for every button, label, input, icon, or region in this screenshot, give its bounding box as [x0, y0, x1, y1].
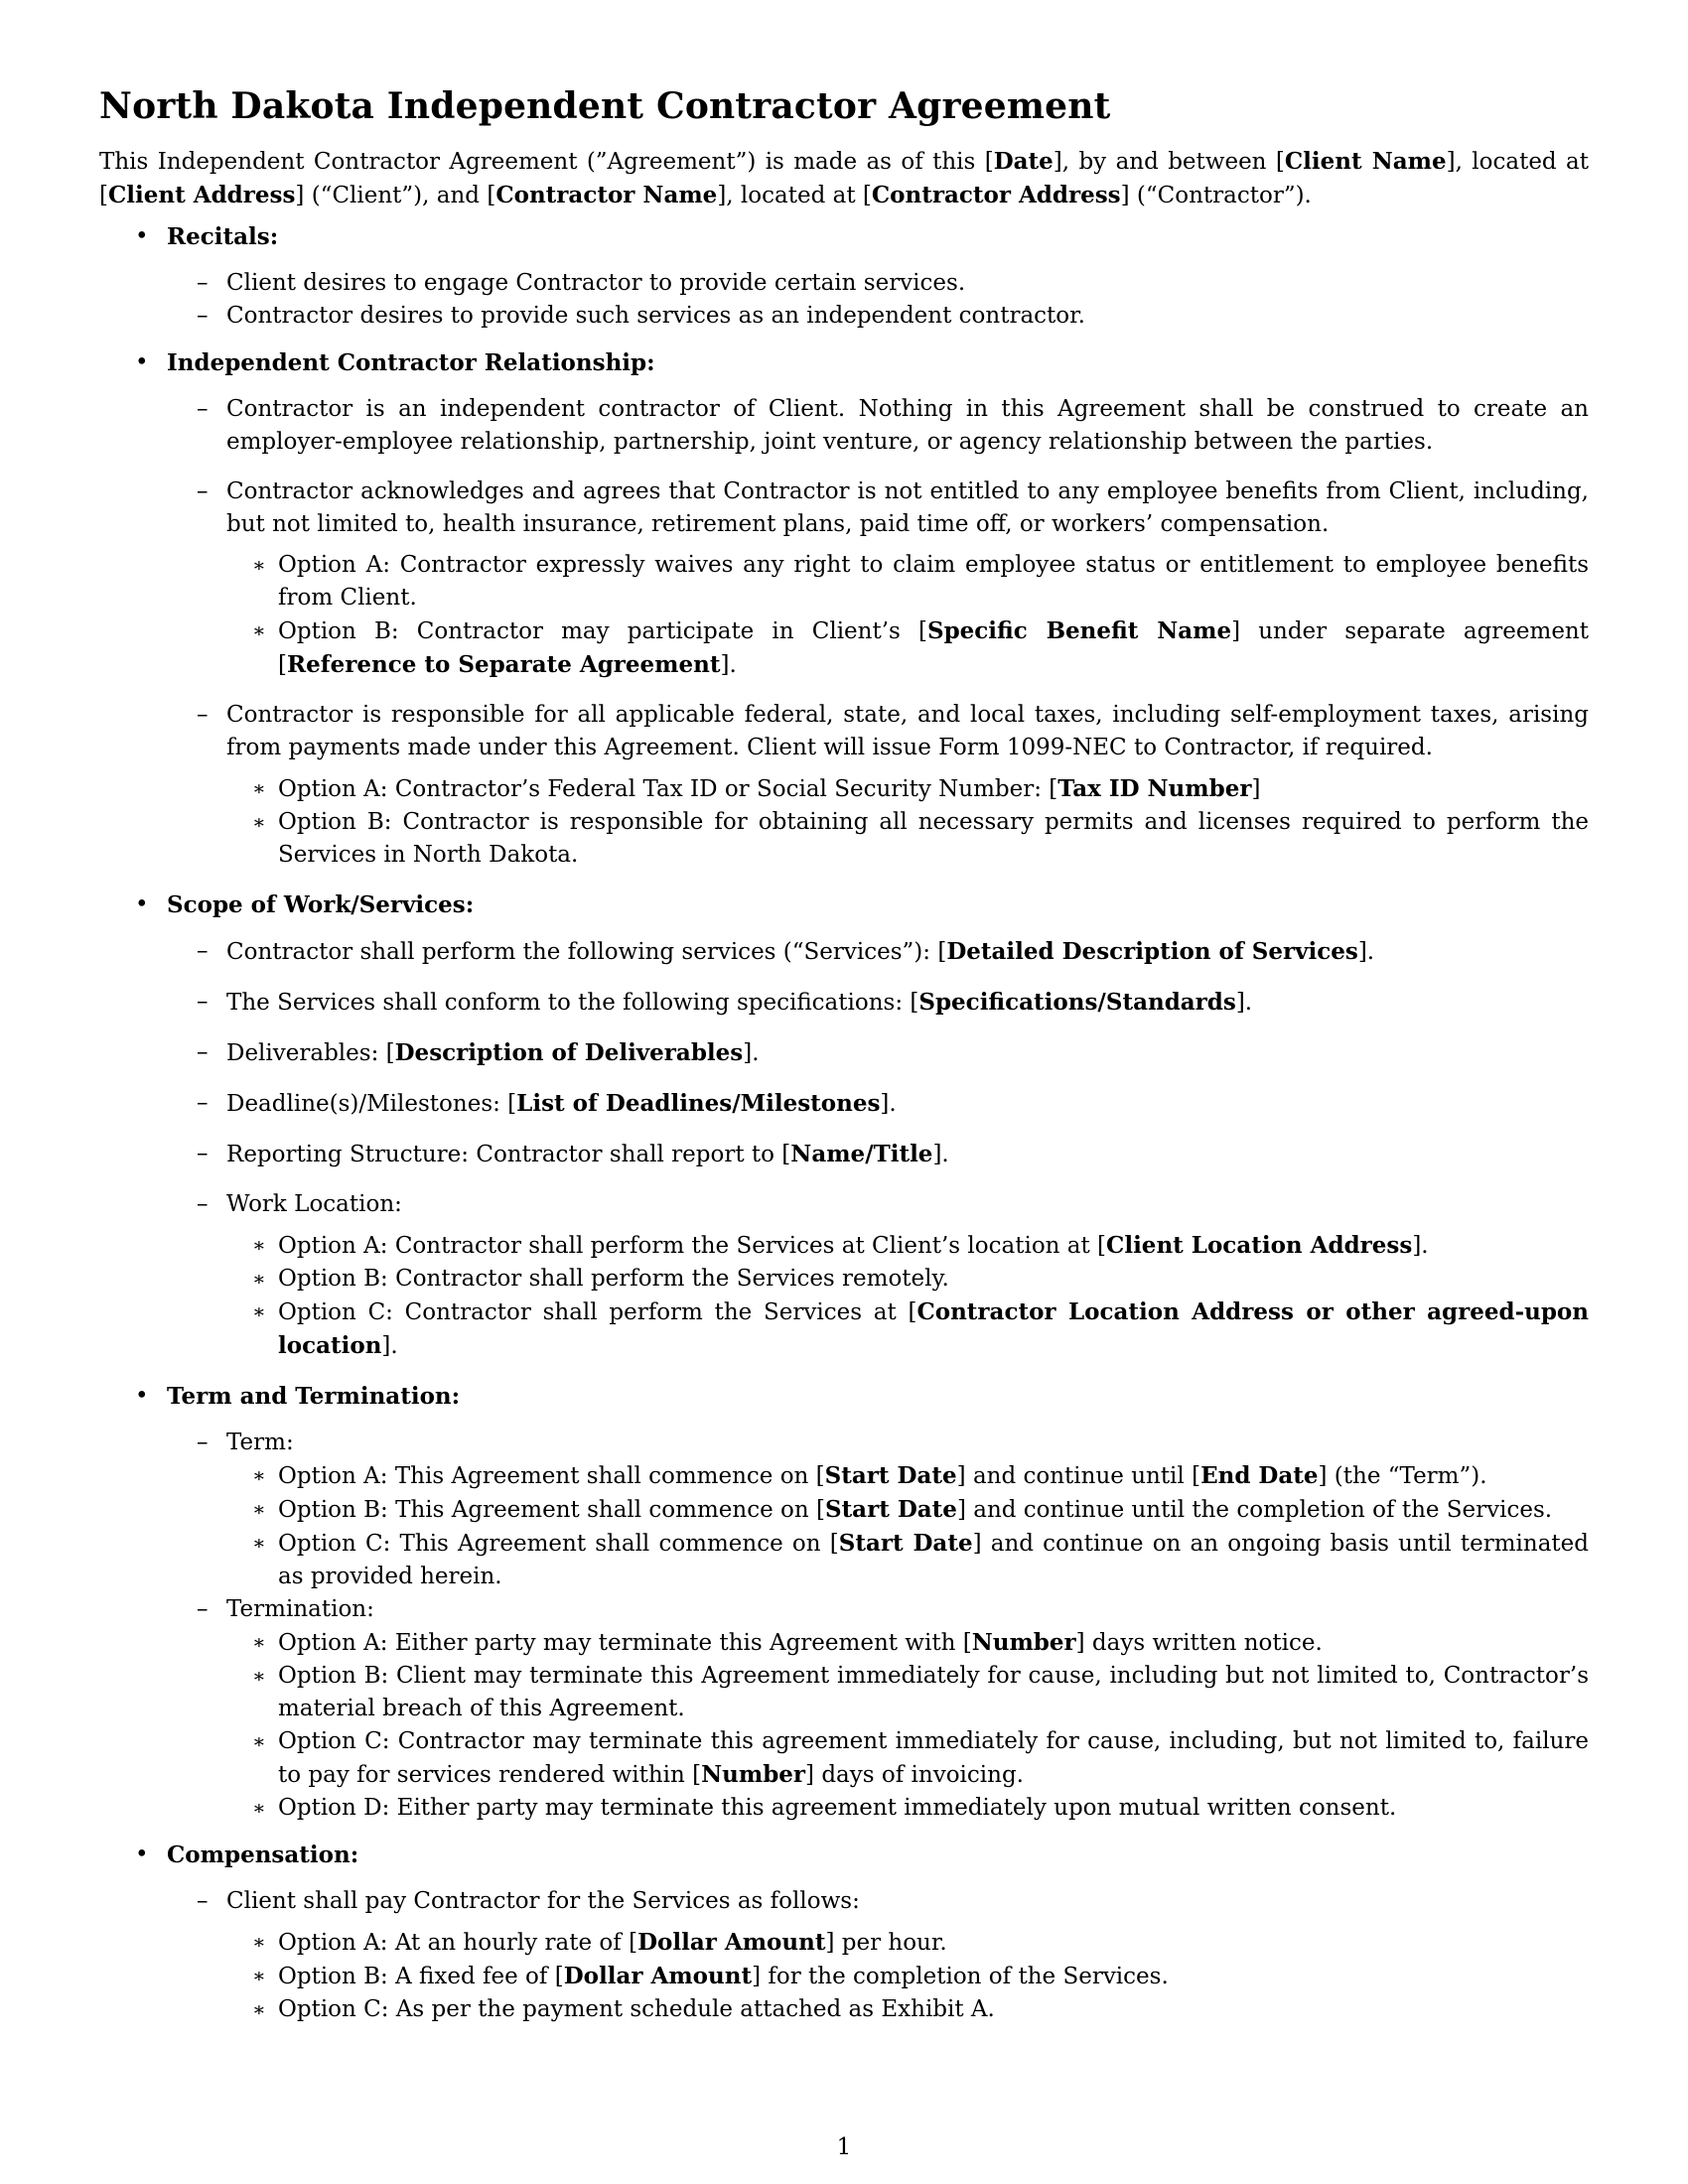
- intro-text: ] (“Client”), and [: [295, 183, 496, 208]
- option-item: [226, 1263, 1589, 1296]
- option-text: Option C: Contractor shall perform the Services at [: [278, 1299, 917, 1325]
- option-text: Option B: This Agreement shall commence on [: [278, 1497, 825, 1523]
- option-item: [226, 549, 1589, 614]
- option-text: Option C: As per the payment schedule attached as Exhibit A.: [278, 1996, 995, 2022]
- option-text: ].: [381, 1333, 398, 1359]
- option-list: [226, 1459, 1589, 1593]
- item-text: ].: [1357, 939, 1375, 965]
- scope-list: [167, 935, 1589, 1363]
- placeholder-number: Number: [971, 1629, 1076, 1656]
- placeholder-contractor-location: Contractor Location Address or other agreed-upon location: [278, 1298, 1589, 1359]
- option-text: ] (the “Term”).: [1318, 1463, 1487, 1489]
- list-item: [167, 300, 1589, 333]
- option-text: ] and continue until the completion of the Services.: [956, 1497, 1553, 1523]
- placeholder-number: Number: [701, 1761, 806, 1788]
- dash-marker: –: [197, 1191, 209, 1217]
- option-text: Option B: Client may terminate this Agreement immediately for cause, including but not limited to, Contractor’s material breach of this Agreement.: [278, 1663, 1589, 1721]
- section-relationship: [99, 346, 1589, 872]
- item-text: Term:: [226, 1430, 294, 1455]
- intro-text: This Independent Contractor Agreement (”Agreement”) is made as of this [: [99, 149, 994, 175]
- option-item: [226, 1459, 1589, 1493]
- list-item: [167, 267, 1589, 300]
- placeholder-end-date: End Date: [1200, 1462, 1319, 1489]
- section-title: Scope of Work/Services:: [167, 891, 475, 918]
- star-marker: ∗: [252, 1930, 266, 1954]
- dash-marker: –: [197, 1039, 209, 1065]
- placeholder-deliverables: Description of Deliverables: [394, 1039, 744, 1066]
- item-text: Contractor is responsible for all applicable federal, state, and local taxes, including self-employment taxes, arising from payments made under this Agreement. Client will issue Form 1099-NEC to Contractor, if required.: [226, 702, 1589, 760]
- section-title: Independent Contractor Relationship:: [167, 349, 655, 376]
- option-text: ] and continue on an ongoing basis until terminated as provided herein.: [278, 1531, 1589, 1589]
- dash-marker: –: [197, 478, 209, 504]
- star-marker: ∗: [252, 1267, 266, 1291]
- item-text: Client shall pay Contractor for the Services as follows:: [226, 1888, 860, 1914]
- bullet-marker: •: [135, 1842, 149, 1867]
- intro-text: ] (“Contractor”).: [1120, 183, 1312, 208]
- bullet-marker: •: [135, 891, 149, 917]
- dash-marker: –: [197, 1596, 209, 1622]
- recitals-list: [167, 267, 1589, 333]
- section-list: [99, 220, 1589, 2026]
- star-marker: ∗: [252, 618, 266, 642]
- item-text: Contractor is an independent contractor of Client. Nothing in this Agreement shall be construed to create an employer-employee relationship, partnership, joint venture, or agency relationship between the parties.: [226, 396, 1589, 455]
- compensation-list: [167, 1885, 1589, 2026]
- option-text: Option D: Either party may terminate this agreement immediately upon mutual written consent.: [278, 1795, 1397, 1821]
- document-title: North Dakota Independent Contractor Agreement: [99, 85, 1111, 127]
- placeholder-services: Detailed Description of Services: [946, 938, 1358, 965]
- dash-marker: –: [197, 396, 209, 422]
- section-title: Recitals:: [167, 223, 279, 250]
- dash-marker: –: [197, 989, 209, 1015]
- dash-marker: –: [197, 270, 209, 296]
- placeholder-dollar-amount: Dollar Amount: [563, 1963, 753, 1989]
- list-item: [167, 699, 1589, 872]
- item-text: Work Location:: [226, 1191, 402, 1217]
- option-item: [226, 772, 1589, 806]
- item-text: Deadline(s)/Milestones: [: [226, 1091, 517, 1117]
- placeholder-dollar-amount: Dollar Amount: [637, 1929, 826, 1956]
- list-item: [167, 1188, 1589, 1363]
- item-text: Reporting Structure: Contractor shall report to [: [226, 1142, 791, 1167]
- star-marker: ∗: [252, 776, 266, 800]
- option-item: [226, 1527, 1589, 1593]
- option-item: [226, 1229, 1589, 1263]
- option-text: Option B: A fixed fee of [: [278, 1964, 564, 1989]
- option-text: ].: [1412, 1233, 1429, 1259]
- star-marker: ∗: [252, 1964, 266, 1987]
- term-list: [167, 1427, 1589, 1825]
- star-marker: ∗: [252, 1796, 266, 1820]
- placeholder-start-date: Start Date: [824, 1496, 957, 1523]
- section-scope: [99, 888, 1589, 1363]
- option-text: Option A: Either party may terminate this Agreement with [: [278, 1630, 972, 1656]
- option-list: [226, 1229, 1589, 1363]
- option-text: ] for the completion of the Services.: [752, 1964, 1169, 1989]
- placeholder-specifications: Specifications/Standards: [918, 989, 1236, 1016]
- option-list: [226, 549, 1589, 682]
- dash-marker: –: [197, 1430, 209, 1455]
- star-marker: ∗: [252, 1997, 266, 2021]
- list-item: [167, 1593, 1589, 1825]
- list-item: [167, 1138, 1589, 1171]
- option-item: [226, 1993, 1589, 2026]
- placeholder-contractor-name: Contractor Name: [495, 182, 718, 208]
- item-text: Deliverables: [: [226, 1040, 395, 1066]
- option-item: [226, 1725, 1589, 1792]
- dash-marker: –: [197, 702, 209, 728]
- list-item: [167, 986, 1589, 1020]
- placeholder-client-address: Client Address: [107, 182, 296, 208]
- option-item: [226, 806, 1589, 872]
- document-page: [99, 85, 1589, 2040]
- option-text: ] per hour.: [825, 1930, 947, 1956]
- option-item: [226, 1660, 1589, 1725]
- placeholder-start-date: Start Date: [838, 1530, 973, 1557]
- option-item: [226, 1792, 1589, 1825]
- star-marker: ∗: [252, 1531, 266, 1555]
- option-text: Option B: Contractor shall perform the Services remotely.: [278, 1266, 949, 1292]
- star-marker: ∗: [252, 1630, 266, 1654]
- option-text: ].: [720, 652, 737, 678]
- option-text: Option B: Contractor is responsible for obtaining all necessary permits and licenses required to perform the Services in North Dakota.: [278, 809, 1589, 868]
- section-recitals: [99, 220, 1589, 333]
- option-text: Option A: Contractor’s Federal Tax ID or Social Security Number: [: [278, 776, 1058, 802]
- option-list: [226, 1926, 1589, 2026]
- option-list: [226, 1626, 1589, 1825]
- placeholder-contractor-address: Contractor Address: [871, 182, 1121, 208]
- relationship-list: [167, 393, 1589, 872]
- star-marker: ∗: [252, 1463, 266, 1487]
- item-text: Client desires to engage Contractor to provide certain services.: [226, 270, 966, 296]
- option-text: ] days of invoicing.: [805, 1762, 1024, 1788]
- list-item: [167, 935, 1589, 969]
- option-text: Option A: At an hourly rate of [: [278, 1930, 638, 1956]
- placeholder-client-location: Client Location Address: [1106, 1232, 1413, 1259]
- intro-text: ], located at [: [99, 149, 1589, 208]
- option-text: ] under separate agreement [: [278, 618, 1589, 678]
- option-item: [226, 1626, 1589, 1660]
- item-text: Contractor acknowledges and agrees that Contractor is not entitled to any employee benefits from Client, including, but not limited to, health insurance, retirement plans, paid time off, or workers’ compensation.: [226, 478, 1589, 537]
- placeholder-date: Date: [993, 148, 1054, 175]
- list-item: [167, 1036, 1589, 1070]
- item-text: Termination:: [226, 1596, 374, 1622]
- list-item: [167, 1885, 1589, 2026]
- dash-marker: –: [197, 1141, 209, 1166]
- section-title: Term and Termination:: [167, 1383, 461, 1410]
- option-item: [226, 1493, 1589, 1527]
- item-text: ].: [743, 1040, 760, 1066]
- dash-marker: –: [197, 1888, 209, 1914]
- bullet-marker: •: [135, 223, 149, 249]
- star-marker: ∗: [252, 1299, 266, 1323]
- item-text: ].: [932, 1142, 949, 1167]
- section-term: [99, 1380, 1589, 1825]
- option-text: Option A: Contractor expressly waives any right to claim employee status or entitlement to employee benefits from Client.: [278, 552, 1589, 611]
- option-text: Option C: Contractor may terminate this agreement immediately for cause, including, but not limited to, failure to pay for services rendered within [: [278, 1728, 1589, 1788]
- placeholder-start-date: Start Date: [824, 1462, 957, 1489]
- dash-marker: –: [197, 1090, 209, 1116]
- intro-text: ], by and between [: [1053, 149, 1285, 175]
- option-list: [226, 772, 1589, 872]
- placeholder-separate-agreement: Reference to Separate Agreement: [286, 651, 721, 678]
- dash-marker: –: [197, 938, 209, 964]
- bullet-marker: •: [135, 349, 149, 375]
- section-compensation: [99, 1839, 1589, 2026]
- option-text: ]: [1251, 776, 1261, 802]
- placeholder-benefit-name: Specific Benefit Name: [926, 617, 1232, 644]
- option-text: Option A: This Agreement shall commence on [: [278, 1463, 825, 1489]
- page-number: 1: [836, 2134, 852, 2160]
- option-item: [226, 614, 1589, 682]
- item-text: ].: [880, 1091, 897, 1117]
- option-text: Option A: Contractor shall perform the Services at Client’s location at [: [278, 1233, 1107, 1259]
- list-item: [167, 1087, 1589, 1121]
- item-text: Contractor shall perform the following services (“Services”): [: [226, 939, 947, 965]
- star-marker: ∗: [252, 1497, 266, 1521]
- section-title: Compensation:: [167, 1842, 359, 1868]
- star-marker: ∗: [252, 553, 266, 577]
- item-text: The Services shall conform to the following specifications: [: [226, 990, 919, 1016]
- placeholder-client-name: Client Name: [1284, 148, 1447, 175]
- item-text: Contractor desires to provide such services as an independent contractor.: [226, 303, 1085, 329]
- placeholder-name-title: Name/Title: [790, 1141, 933, 1167]
- star-marker: ∗: [252, 810, 266, 834]
- option-text: ] and continue until [: [956, 1463, 1201, 1489]
- option-item: [226, 1926, 1589, 1960]
- star-marker: ∗: [252, 1729, 266, 1753]
- option-item: [226, 1960, 1589, 1993]
- list-item: [167, 476, 1589, 682]
- option-text: Option C: This Agreement shall commence on [: [278, 1531, 839, 1557]
- bullet-marker: •: [135, 1383, 149, 1409]
- item-text: ].: [1235, 990, 1253, 1016]
- star-marker: ∗: [252, 1233, 266, 1257]
- dash-marker: –: [197, 303, 209, 329]
- placeholder-tax-id: Tax ID Number: [1057, 775, 1252, 802]
- intro-text: ], located at [: [717, 183, 872, 208]
- placeholder-deadlines: List of Deadlines/Milestones: [516, 1090, 881, 1117]
- list-item: [167, 393, 1589, 459]
- list-item: [167, 1427, 1589, 1593]
- option-text: Option B: Contractor may participate in Client’s [: [278, 618, 927, 644]
- option-item: [226, 1296, 1589, 1363]
- star-marker: ∗: [252, 1664, 266, 1688]
- option-text: ] days written notice.: [1075, 1630, 1323, 1656]
- intro-paragraph: [99, 145, 1589, 212]
